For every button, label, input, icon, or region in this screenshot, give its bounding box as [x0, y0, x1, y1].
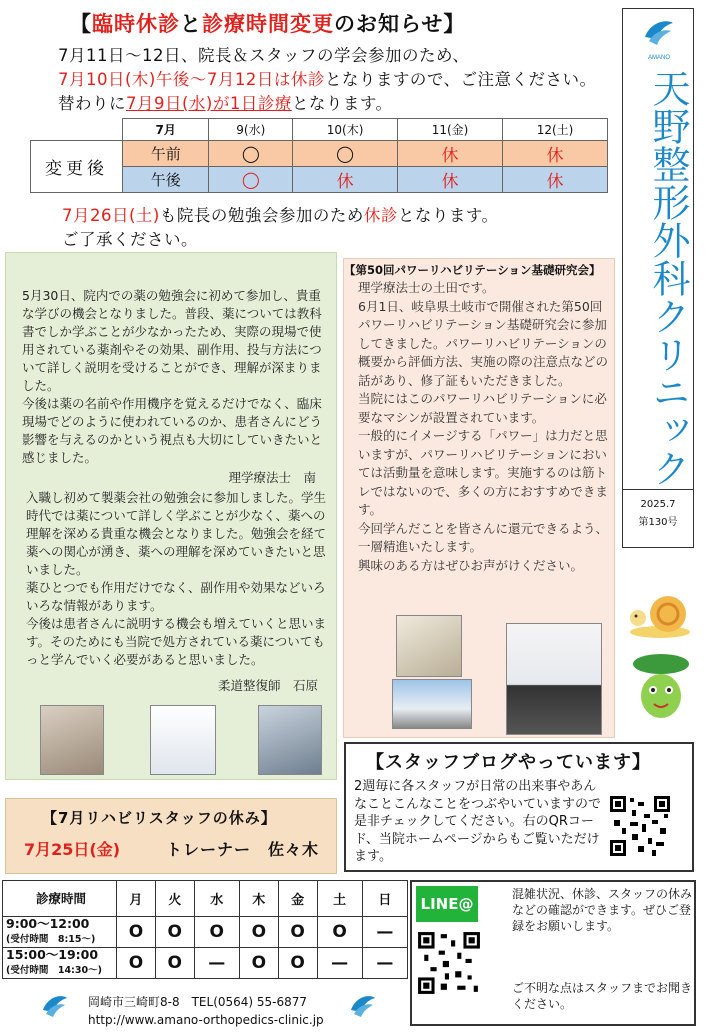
logo-text: AMANO: [647, 55, 671, 61]
issue-info: [623, 489, 693, 532]
hours-cell: O: [317, 917, 362, 948]
schedule-cell: ◯: [209, 167, 293, 193]
author-signature: 柔道整復師 石原: [217, 678, 318, 693]
green-paragraph: 今後は薬の名前や作用機序を覚えるだけでなく、臨床現場でどのように使われているのか、患者さんにどう影響を与えるのかという視点も大切にしていきたいと感じました。: [22, 396, 323, 465]
holiday-person: トレーナー 佐々木: [166, 840, 320, 859]
holiday-date: 7月25日(金): [24, 840, 121, 859]
study-photo: [258, 705, 322, 775]
hours-cell: O: [117, 917, 156, 948]
change-label: 変更後: [31, 141, 123, 193]
afternoon-reception: (受付時間 14:30〜): [6, 965, 102, 976]
footer-logo-icon: [40, 992, 70, 1026]
hours-cell: O: [155, 917, 194, 948]
certificate-photo: [396, 615, 462, 677]
hours-cell: O: [117, 948, 156, 979]
afternoon-hours: [3, 948, 117, 979]
hours-day: 水: [194, 881, 239, 917]
pink-title: 【第50回パワーリハビリテーション基礎研究会】: [344, 263, 601, 277]
issue-date: 2025.7: [640, 499, 676, 510]
clinic-name: 天野整形外科クリニック: [646, 69, 690, 487]
snail-mascot-icon: [624, 588, 694, 640]
hours-day: 月: [117, 881, 156, 917]
hours-header: 診療時間: [3, 881, 117, 917]
schedule-cell: ◯: [209, 141, 293, 167]
notice-line-5: ご了承ください。: [62, 230, 198, 249]
line-contact-note: ご不明な点はスタッフまでお聞きください。: [512, 981, 693, 1011]
notice-line-2: 7月10日(木)午後〜7月12日は休診となりますので、ご注意ください。: [58, 70, 597, 89]
blog-text: 2週毎に各スタッフが日常の出来事やあんなことこんなことをつぶやいていますので是非チェックしてください。右のQRコード、当院ホームページからもご覧いただけます。: [354, 779, 602, 864]
footer: [88, 993, 324, 1029]
schedule-cell: 休: [293, 167, 398, 193]
hours-day: 金: [278, 881, 317, 917]
clinic-title-band: [622, 8, 694, 548]
building-photo: [392, 679, 472, 729]
schedule-month: 7月: [123, 119, 209, 141]
schedule-day: 12(土): [503, 119, 608, 141]
schedule-day: 10(木): [293, 119, 398, 141]
footer-address: 岡崎市三崎町8-8 TEL(0564) 55-6877: [88, 995, 308, 1009]
line-description: 混雑状況、休診、スタッフの休みなどの確認ができます。ぜひご登録をお願いします。: [512, 887, 693, 933]
footer-logo-icon: [348, 992, 378, 1026]
pink-paragraph: 興味のある方はぜひお声がけください。: [358, 557, 584, 573]
hours-cell: O: [194, 917, 239, 948]
morning-reception: (受付時間 8:15〜): [6, 934, 96, 945]
notice-line-4: 7月26日(土)も院長の勉強会参加のため休診となります。: [62, 206, 499, 225]
hours-day: 火: [155, 881, 194, 917]
green-paragraph: 5月30日、院内での薬の勉強会に初めて参加し、貴重な学びの機会となりました。普段、薬については教科書でしか学ぶことが少なかったため、実際の現場で使用されている薬剤やその効果、副作用、投与方法について詳しく説明を受けることができ、理解が深まりました。: [22, 288, 322, 393]
hours-cell: —: [317, 948, 362, 979]
machine-photo: [506, 623, 602, 735]
pink-paragraph: 理学療法士の土田です。: [358, 280, 495, 295]
staff-holiday-box: [5, 798, 337, 874]
hours-day: 土: [317, 881, 362, 917]
schedule-cell: 休: [398, 141, 503, 167]
schedule-day: 9(水): [209, 119, 293, 141]
blog-qr-code-icon[interactable]: [608, 794, 672, 858]
study-photo: [150, 705, 216, 775]
am-label: 午前: [123, 141, 209, 167]
hours-cell: O: [239, 917, 278, 948]
staff-blog-box: [344, 742, 694, 872]
hours-cell: —: [362, 917, 407, 948]
pink-paragraph: 当院にはこのパワーリハビリテーションに必要なマシンが設置されています。: [358, 391, 607, 425]
hours-day: 日: [362, 881, 407, 917]
hours-cell: —: [362, 948, 407, 979]
pm-label: 午後: [123, 167, 209, 193]
schedule-cell: 休: [503, 167, 608, 193]
hours-cell: O: [278, 917, 317, 948]
footer-url[interactable]: http://www.amano-orthopedics-clinic.jp: [88, 1013, 324, 1027]
power-rehab-report: [343, 258, 615, 738]
line-info-box: [410, 880, 696, 1026]
schedule-table: [30, 118, 608, 193]
pink-paragraph: 今回学んだことを皆さんに還元できるよう、一層精進いたします。: [358, 520, 609, 554]
schedule-cell: 休: [398, 167, 503, 193]
morning-hours: [3, 917, 117, 948]
pink-paragraph: 一般的にイメージする「パワー」は力だと思いますが、パワーリハビリテーションにおいては活動量を意味します。実施するのは筋トレではないので、多くの方におすすめできます。: [358, 428, 608, 517]
study-photo: [40, 705, 104, 775]
hours-day: 木: [239, 881, 278, 917]
hours-cell: O: [278, 948, 317, 979]
author-signature: 理学療法士 南: [228, 470, 316, 485]
schedule-cell: ◯: [293, 141, 398, 167]
clinic-logo-icon: [641, 15, 677, 63]
line-qr-code-icon[interactable]: [416, 930, 482, 996]
holiday-title: 【7月リハビリスタッフの休み】: [42, 809, 277, 827]
hours-cell: O: [239, 948, 278, 979]
afternoon-time: 15:00〜19:00: [6, 947, 99, 962]
green-paragraph: 薬ひとつでも作用だけでなく、副作用や効果などいろいろな情報があります。: [26, 580, 326, 613]
green-paragraph: 今後は患者さんに説明する機会も増えていくと思います。そのためにも当院で処方されている薬についてもっと学んでいく必要があると思いました。: [26, 616, 327, 667]
notice-line-3: 替わりに7月9日(水)が1日診療となります。: [58, 94, 393, 113]
hours-cell: O: [155, 948, 194, 979]
green-paragraph: 入職し初めて製薬会社の勉強会に参加しました。学生時代では薬について詳しく学ぶことが少なく、薬への理解を深める貴重な機会となりました。勉強会を経て薬への関心が湧き、薬への理解を深めていきたいと思いました。: [26, 490, 327, 577]
frog-mascot-icon: [628, 650, 694, 724]
clinic-hours-table: [2, 880, 408, 979]
schedule-day: 11(金): [398, 119, 503, 141]
pink-paragraph: 6月1日、岐阜県土岐市で開催された第50回パワーリハビリテーション基礎研究会に参加してきました。パワーリハビリテーションの概要から評価方法、実施の際の注意点などの話があり、修了証もいただきました。: [358, 298, 609, 388]
hours-cell: —: [194, 948, 239, 979]
line-logo: LINE@: [416, 886, 478, 922]
issue-number: 第130号: [638, 517, 678, 528]
notice-line-1: 7月11日〜12日、院長＆スタッフの学会参加のため、: [58, 46, 470, 65]
morning-time: 9:00〜12:00: [6, 916, 90, 931]
blog-title: 【スタッフブログやっています】: [366, 752, 651, 773]
schedule-cell: 休: [503, 141, 608, 167]
notice-title: 【臨時休診と診療時間変更のお知らせ】: [70, 12, 466, 36]
pharma-study-report: [5, 252, 337, 780]
